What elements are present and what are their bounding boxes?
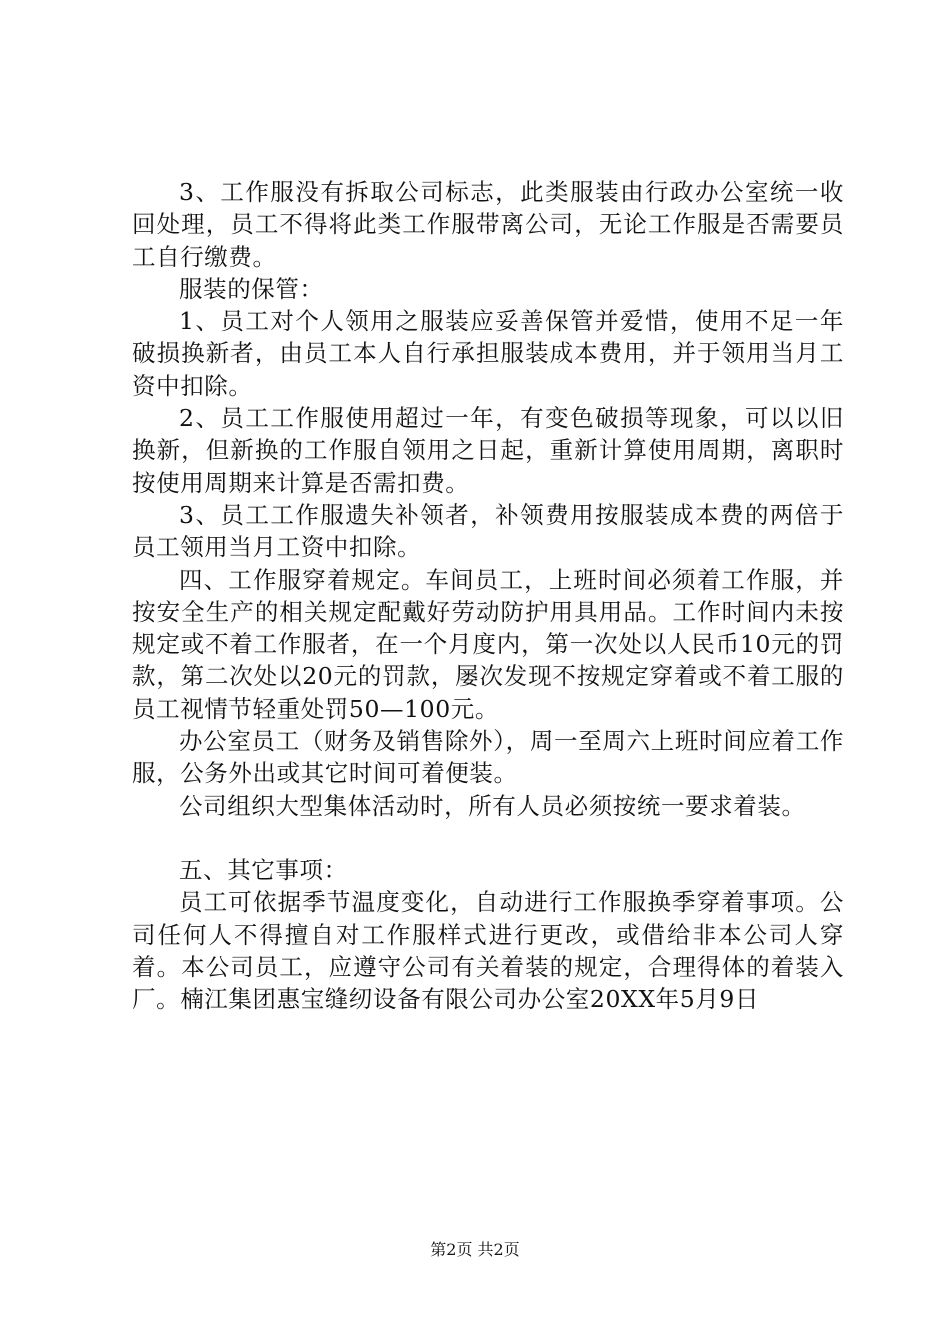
paragraph-badge-removal: 3、工作服没有拆取公司标志，此类服装由行政办公室统一收回处理，员工不得将此类工作服带离公司，无论工作服是否需要员工自行缴费。 — [132, 178, 844, 271]
heading-other-matters: 五、其它事项： — [179, 855, 348, 884]
paragraph-storage-rule-1: 1、员工对个人领用之服装应妥善保管并爱惜，使用不足一年破损换新者，由员工本人自行承担服装成本费用，并于领用当月工资中扣除。 — [132, 307, 844, 400]
page-number-footer: 第2页 共2页 — [430, 1240, 520, 1259]
paragraph-other-matters: 员工可依据季节温度变化，自动进行工作服换季穿着事项。公司任何人不得擅自对工作服样式进行更改，或借给非本公司人穿着。本公司员工，应遵守公司有关着装的规定，合理得体的着装入厂。楠江集团惠宝缝纫设备有限公司办公室20XX年5月9日 — [132, 888, 844, 1014]
paragraph-storage-rule-2: 2、员工工作服使用超过一年，有变色破损等现象，可以以旧换新，但新换的工作服自领用之日起，重新计算使用周期，离职时按使用周期来计算是否需扣费。 — [132, 404, 844, 497]
paragraph-storage-rule-3: 3、员工工作服遗失补领者，补领费用按服装成本费的两倍于员工领用当月工资中扣除。 — [132, 500, 844, 562]
blank-line — [132, 822, 844, 854]
paragraph-office-staff: 办公室员工（财务及销售除外），周一至周六上班时间应着工作服，公务外出或其它时间可着便装。 — [132, 727, 844, 788]
paragraph-dress-rules: 四、工作服穿着规定。车间员工，上班时间必须着工作服，并按安全生产的相关规定配戴好劳动防护用具用品。工作时间内未按规定或不着工作服者，在一个月度内，第一次处以人民币10元的罚款，第二次处以20元的罚款，屡次发现不按规定穿着或不着工服的员工视情节轻重处罚50—100元。 — [132, 565, 844, 723]
heading-uniform-storage: 服装的保管： — [179, 274, 324, 303]
paragraph-group-activities: 公司组织大型集体活动时，所有人员必须按统一要求着装。 — [179, 791, 806, 820]
document-body — [132, 176, 844, 1015]
